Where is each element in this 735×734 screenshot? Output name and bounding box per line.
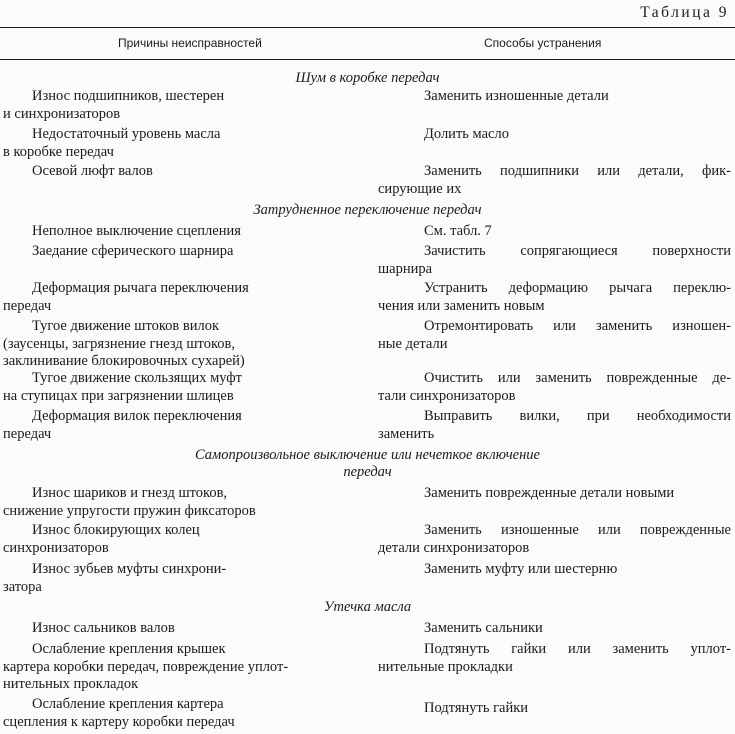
remedy-line: См. табл. 7 xyxy=(424,223,492,239)
remedy-cell xyxy=(378,126,731,144)
column-header-remedies: Способы устранения xyxy=(484,36,602,50)
cause-cell: Тугое движение скользящих муфт на ступицах при загрязнении шлицев xyxy=(3,370,242,404)
remedy-line: шарнира xyxy=(378,260,433,277)
remedy-cell xyxy=(378,243,731,278)
cause-cell: Заедание сферического шарнира xyxy=(3,243,234,259)
cause-cell: Тугое движение штоков вилок (заусенцы, загрязнение гнезд штоков, заклинивание блокировочных сухарей) xyxy=(3,318,245,369)
remedy-cell xyxy=(378,522,731,557)
remedy-line: Заменить муфту или шестерню xyxy=(424,561,618,577)
remedy-line: чения или заменить новым xyxy=(378,297,545,314)
cause-cell: Неполное выключение сцепления xyxy=(3,223,241,239)
header-top-rule xyxy=(0,27,735,28)
remedy-cell xyxy=(378,620,731,638)
remedy-cell xyxy=(378,700,731,718)
remedy-line: тали синхронизаторов xyxy=(378,387,516,404)
remedy-line: Заменить изношенные или поврежденные xyxy=(424,522,731,538)
section-title: Самопроизвольное выключение или нечеткое включение xyxy=(194,447,540,463)
remedy-line: Зачистить сопрягающиеся поверхности xyxy=(424,243,731,259)
remedy-cell xyxy=(378,408,731,443)
remedy-line: Заменить изношенные детали xyxy=(424,88,609,104)
cause-cell: Износ блокирующих колец синхронизаторов xyxy=(3,522,200,556)
remedy-cell xyxy=(378,318,731,353)
remedy-cell xyxy=(378,223,731,241)
column-header-causes: Причины неисправностей xyxy=(118,36,262,50)
section-title: Утечка масла xyxy=(323,599,412,615)
remedy-cell xyxy=(378,280,731,315)
remedy-line: Отремонтировать или заменить изношен- xyxy=(424,318,731,334)
table-title: Таблица 9 xyxy=(640,4,729,21)
cause-cell: Деформация рычага переключения передач xyxy=(3,280,249,314)
remedy-cell xyxy=(378,641,731,676)
remedy-cell xyxy=(378,88,731,106)
remedy-line: Заменить подшипники или детали, фик- xyxy=(424,163,731,179)
remedy-line: Заменить сальники xyxy=(424,620,543,636)
cause-cell: Осевой люфт валов xyxy=(3,163,153,179)
remedy-line: нительные прокладки xyxy=(378,658,513,675)
remedy-line: сирующие их xyxy=(378,180,462,197)
remedy-line: Очистить или заменить поврежденные де- xyxy=(424,370,731,386)
section-title: Затрудненное переключение передач xyxy=(253,202,482,218)
cause-cell: Износ сальников валов xyxy=(3,620,175,636)
cause-cell: Износ шариков и гнезд штоков, снижение упругости пружин фиксаторов xyxy=(3,485,256,519)
remedy-line: Долить масло xyxy=(424,126,509,142)
remedy-line: Подтянуть гайки xyxy=(424,700,529,716)
header-bottom-rule xyxy=(0,59,735,60)
remedy-cell xyxy=(378,485,731,503)
cause-cell: Ослабление крепления крышек картера коробки передач, повреждение уплот- нительных прокладок xyxy=(3,641,289,692)
remedy-line: Выправить вилки, при необходимости xyxy=(424,408,731,424)
cause-cell: Ослабление крепления картера сцепления к картеру коробки передач xyxy=(3,696,235,730)
remedy-cell xyxy=(378,370,731,405)
cause-cell: Износ подшипников, шестерен и синхронизаторов xyxy=(3,88,225,122)
cause-cell: Деформация вилок переключения передач xyxy=(3,408,242,442)
cause-cell: Недостаточный уровень масла в коробке передач xyxy=(3,126,221,160)
remedy-line: Устранить деформацию рычага переклю- xyxy=(424,280,731,296)
remedy-line: ные детали xyxy=(378,335,448,352)
remedy-line: заменить xyxy=(378,425,435,442)
section-title-continuation: передач xyxy=(343,464,392,480)
remedy-line: детали синхронизаторов xyxy=(378,539,530,556)
remedy-cell xyxy=(378,561,731,579)
remedy-line: Заменить поврежденные детали новыми xyxy=(424,485,675,501)
cause-cell: Износ зубьев муфты синхрони- затора xyxy=(3,561,227,595)
section-title: Шум в коробке передач xyxy=(295,70,440,86)
remedy-cell xyxy=(378,163,731,198)
remedy-line: Подтянуть гайки или заменить уплот- xyxy=(424,641,731,657)
